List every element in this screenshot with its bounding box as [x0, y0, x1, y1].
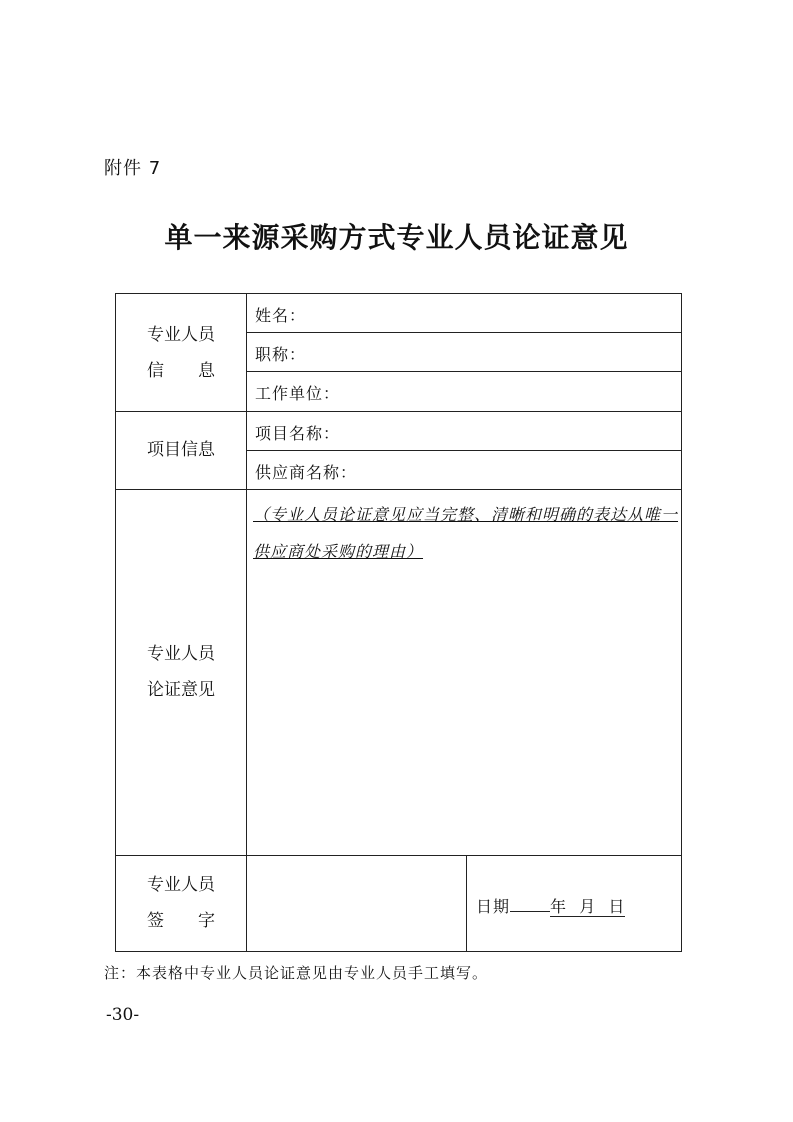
row-divider: [246, 450, 681, 451]
personnel-info-label-char-2: 息: [198, 360, 215, 381]
opinion-label-line1: 专业人员: [147, 644, 215, 664]
attachment-label: 附件 7: [104, 158, 162, 179]
opinion-label-line2: 论证意见: [147, 680, 215, 700]
project-info-label: [116, 411, 246, 489]
opinion-hint[interactable]: [253, 496, 681, 570]
supplier-name-field[interactable]: 供应商名称：: [255, 463, 358, 482]
form-table: [115, 293, 682, 952]
date-year: 年: [550, 897, 568, 916]
date-year-blank: [510, 895, 550, 912]
footnote: 注：本表格中专业人员论证意见由专业人员手工填写。: [104, 964, 489, 982]
job-title-field[interactable]: 职称：: [255, 345, 307, 364]
signature-label-char-2: 字: [198, 911, 215, 931]
project-name-field[interactable]: 项目名称：: [255, 424, 341, 443]
date-month: 月: [579, 897, 597, 916]
row-divider: [246, 371, 681, 372]
date-day: 日: [608, 897, 626, 916]
date-month-space: [567, 897, 579, 917]
signature-label: [116, 855, 246, 951]
date-field[interactable]: [476, 894, 625, 917]
signature-label-line1: 专业人员: [147, 875, 215, 895]
work-unit-field[interactable]: 工作单位：: [255, 384, 341, 403]
personnel-info-label-char-1: 信: [147, 360, 164, 381]
document-title: 单一来源采购方式专业人员论证意见: [164, 221, 629, 254]
date-label: 日期: [476, 897, 511, 916]
column-divider: [466, 855, 467, 951]
opinion-hint-text: （专业人员论证意见应当完整、清晰和明确的表达从唯一供应商处采购的理由）: [253, 505, 679, 561]
project-info-label-text: 项目信息: [147, 440, 215, 460]
column-divider: [246, 294, 247, 951]
date-day-space: [596, 897, 608, 917]
opinion-label: [116, 489, 246, 855]
row-divider: [246, 332, 681, 333]
name-field[interactable]: 姓名：: [255, 306, 307, 325]
signature-field[interactable]: [247, 856, 466, 951]
personnel-info-label: [116, 294, 246, 411]
personnel-info-label-line1: 专业人员: [147, 324, 215, 345]
signature-label-char-1: 签: [147, 911, 164, 931]
page-number: -30-: [106, 1005, 140, 1025]
